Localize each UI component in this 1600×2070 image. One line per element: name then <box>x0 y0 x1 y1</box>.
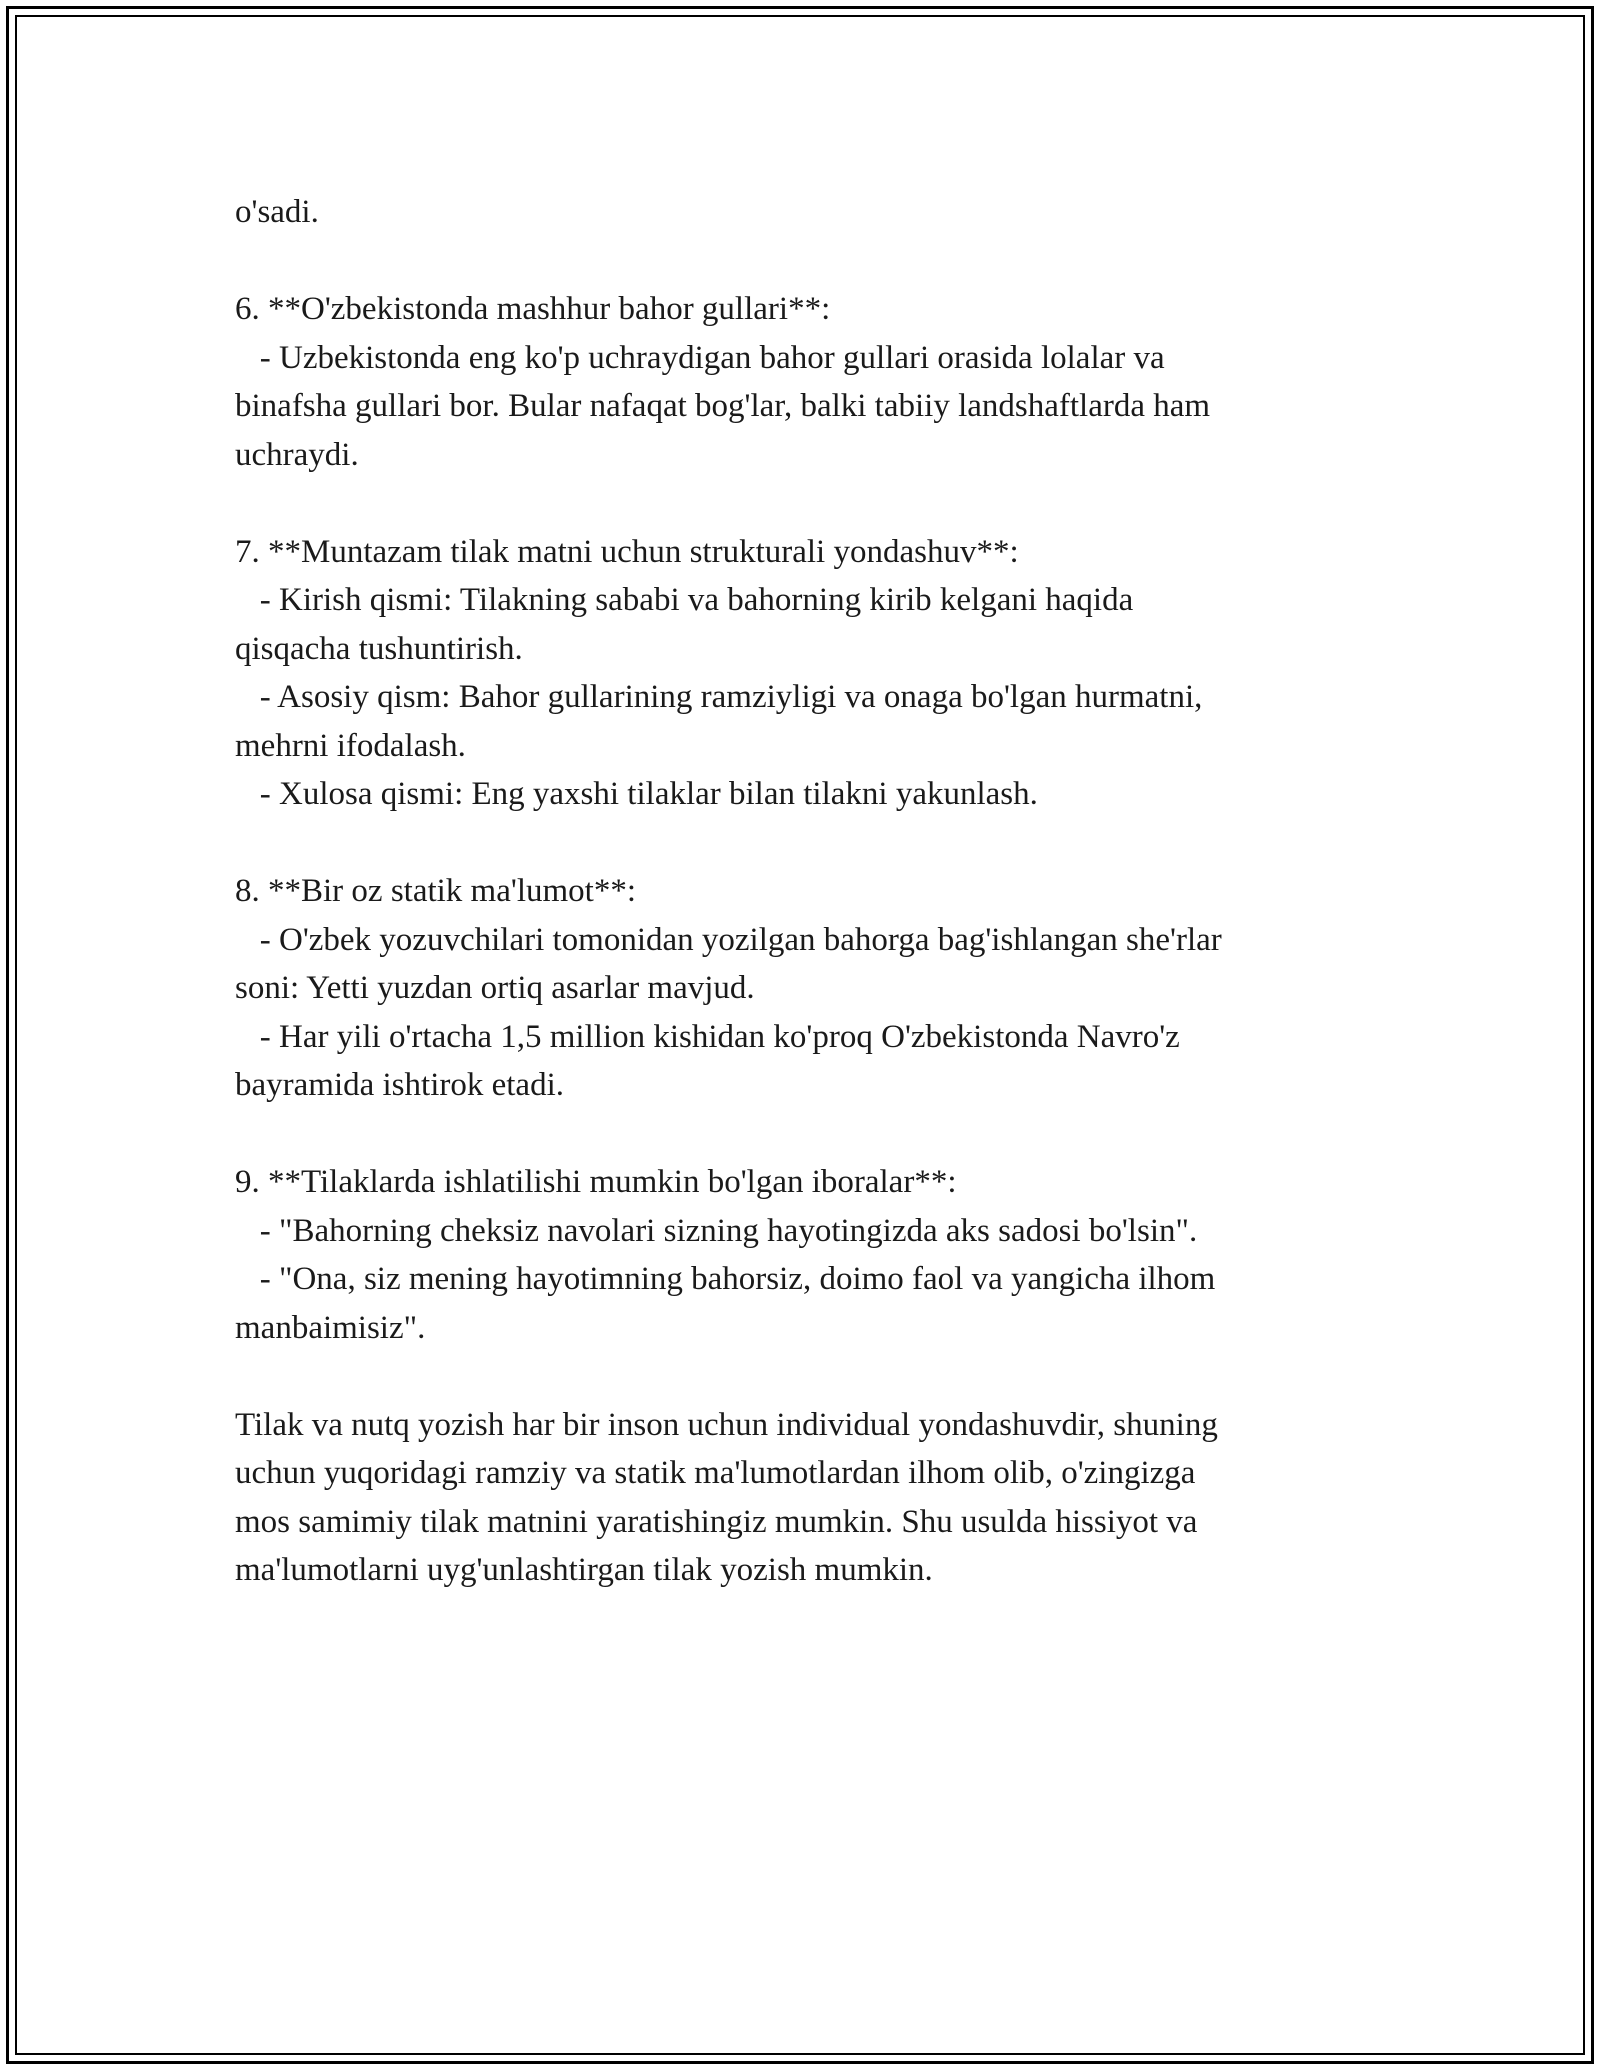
text-line: - Kirish qismi: Tilakning sababi va bahorning kirib kelgani haqida <box>235 582 1134 618</box>
conclusion-line: mos samimiy tilak matnini yaratishingiz mumkin. Shu usulda hissiyot va <box>235 1503 1198 1540</box>
conclusion-line: Tilak va nutq yozish har bir inson uchun individual yondashuvdir, shuning <box>235 1406 1218 1443</box>
text-line: soni: Yetti yuzdan ortiq asarlar mavjud. <box>235 970 755 1006</box>
text-line: - "Ona, siz mening hayotimning bahorsiz, doimo faol va yangicha ilhom <box>235 1261 1216 1297</box>
text-line: - O'zbek yozuvchilari tomonidan yozilgan bahorga bag'ishlangan she'rlar <box>235 921 1222 958</box>
text-line: - Har yili o'rtacha 1,5 million kishidan ko'proq O'zbekistonda Navro'z <box>235 1018 1180 1055</box>
section-heading-8: 8. **Bir oz statik ma'lumot**: <box>235 873 636 909</box>
blank-line <box>235 1352 1365 1401</box>
section-heading-6: 6. **O'zbekistonda mashhur bahor gullari**: <box>235 291 831 327</box>
conclusion-line: uchun yuqoridagi ramziy va statik ma'lumotlardan ilhom olib, o'zingizga <box>235 1455 1196 1491</box>
text-line: - "Bahorning cheksiz navolari sizning hayotingizda aks sadosi bo'lsin". <box>235 1212 1198 1249</box>
text-line: mehrni ifodalash. <box>235 727 466 764</box>
blank-line <box>235 237 1365 286</box>
text-line: qisqacha tushuntirish. <box>235 630 523 667</box>
blank-line <box>235 819 1365 868</box>
section-heading-7: 7. **Muntazam tilak matni uchun strukturali yondashuv**: <box>235 533 1019 570</box>
blank-line <box>235 479 1365 528</box>
text-line: bayramida ishtirok etadi. <box>235 1067 564 1103</box>
blank-line <box>235 1110 1365 1159</box>
text-line: uchraydi. <box>235 436 359 473</box>
text-line: - Uzbekistonda eng ko'p uchraydigan bahor gullari orasida lolalar va <box>235 339 1165 376</box>
text-line: - Asosiy qism: Bahor gullarining ramziyligi va onaga bo'lgan hurmatni, <box>235 679 1203 715</box>
text-line: - Xulosa qismi: Eng yaxshi tilaklar bilan tilakni yakunlash. <box>235 776 1038 812</box>
text-line: manbaimisiz". <box>235 1309 426 1346</box>
section-heading-9: 9. **Tilaklarda ishlatilishi mumkin bo'lgan iboralar**: <box>235 1164 957 1200</box>
text-line: binafsha gullari bor. Bular nafaqat bog'lar, balki tabiiy landshaftlarda ham <box>235 388 1211 424</box>
document-body <box>235 188 1365 1595</box>
conclusion-line: ma'lumotlarni uyg'unlashtirgan tilak yozish mumkin. <box>235 1552 933 1588</box>
text-line: o'sadi. <box>235 194 319 230</box>
